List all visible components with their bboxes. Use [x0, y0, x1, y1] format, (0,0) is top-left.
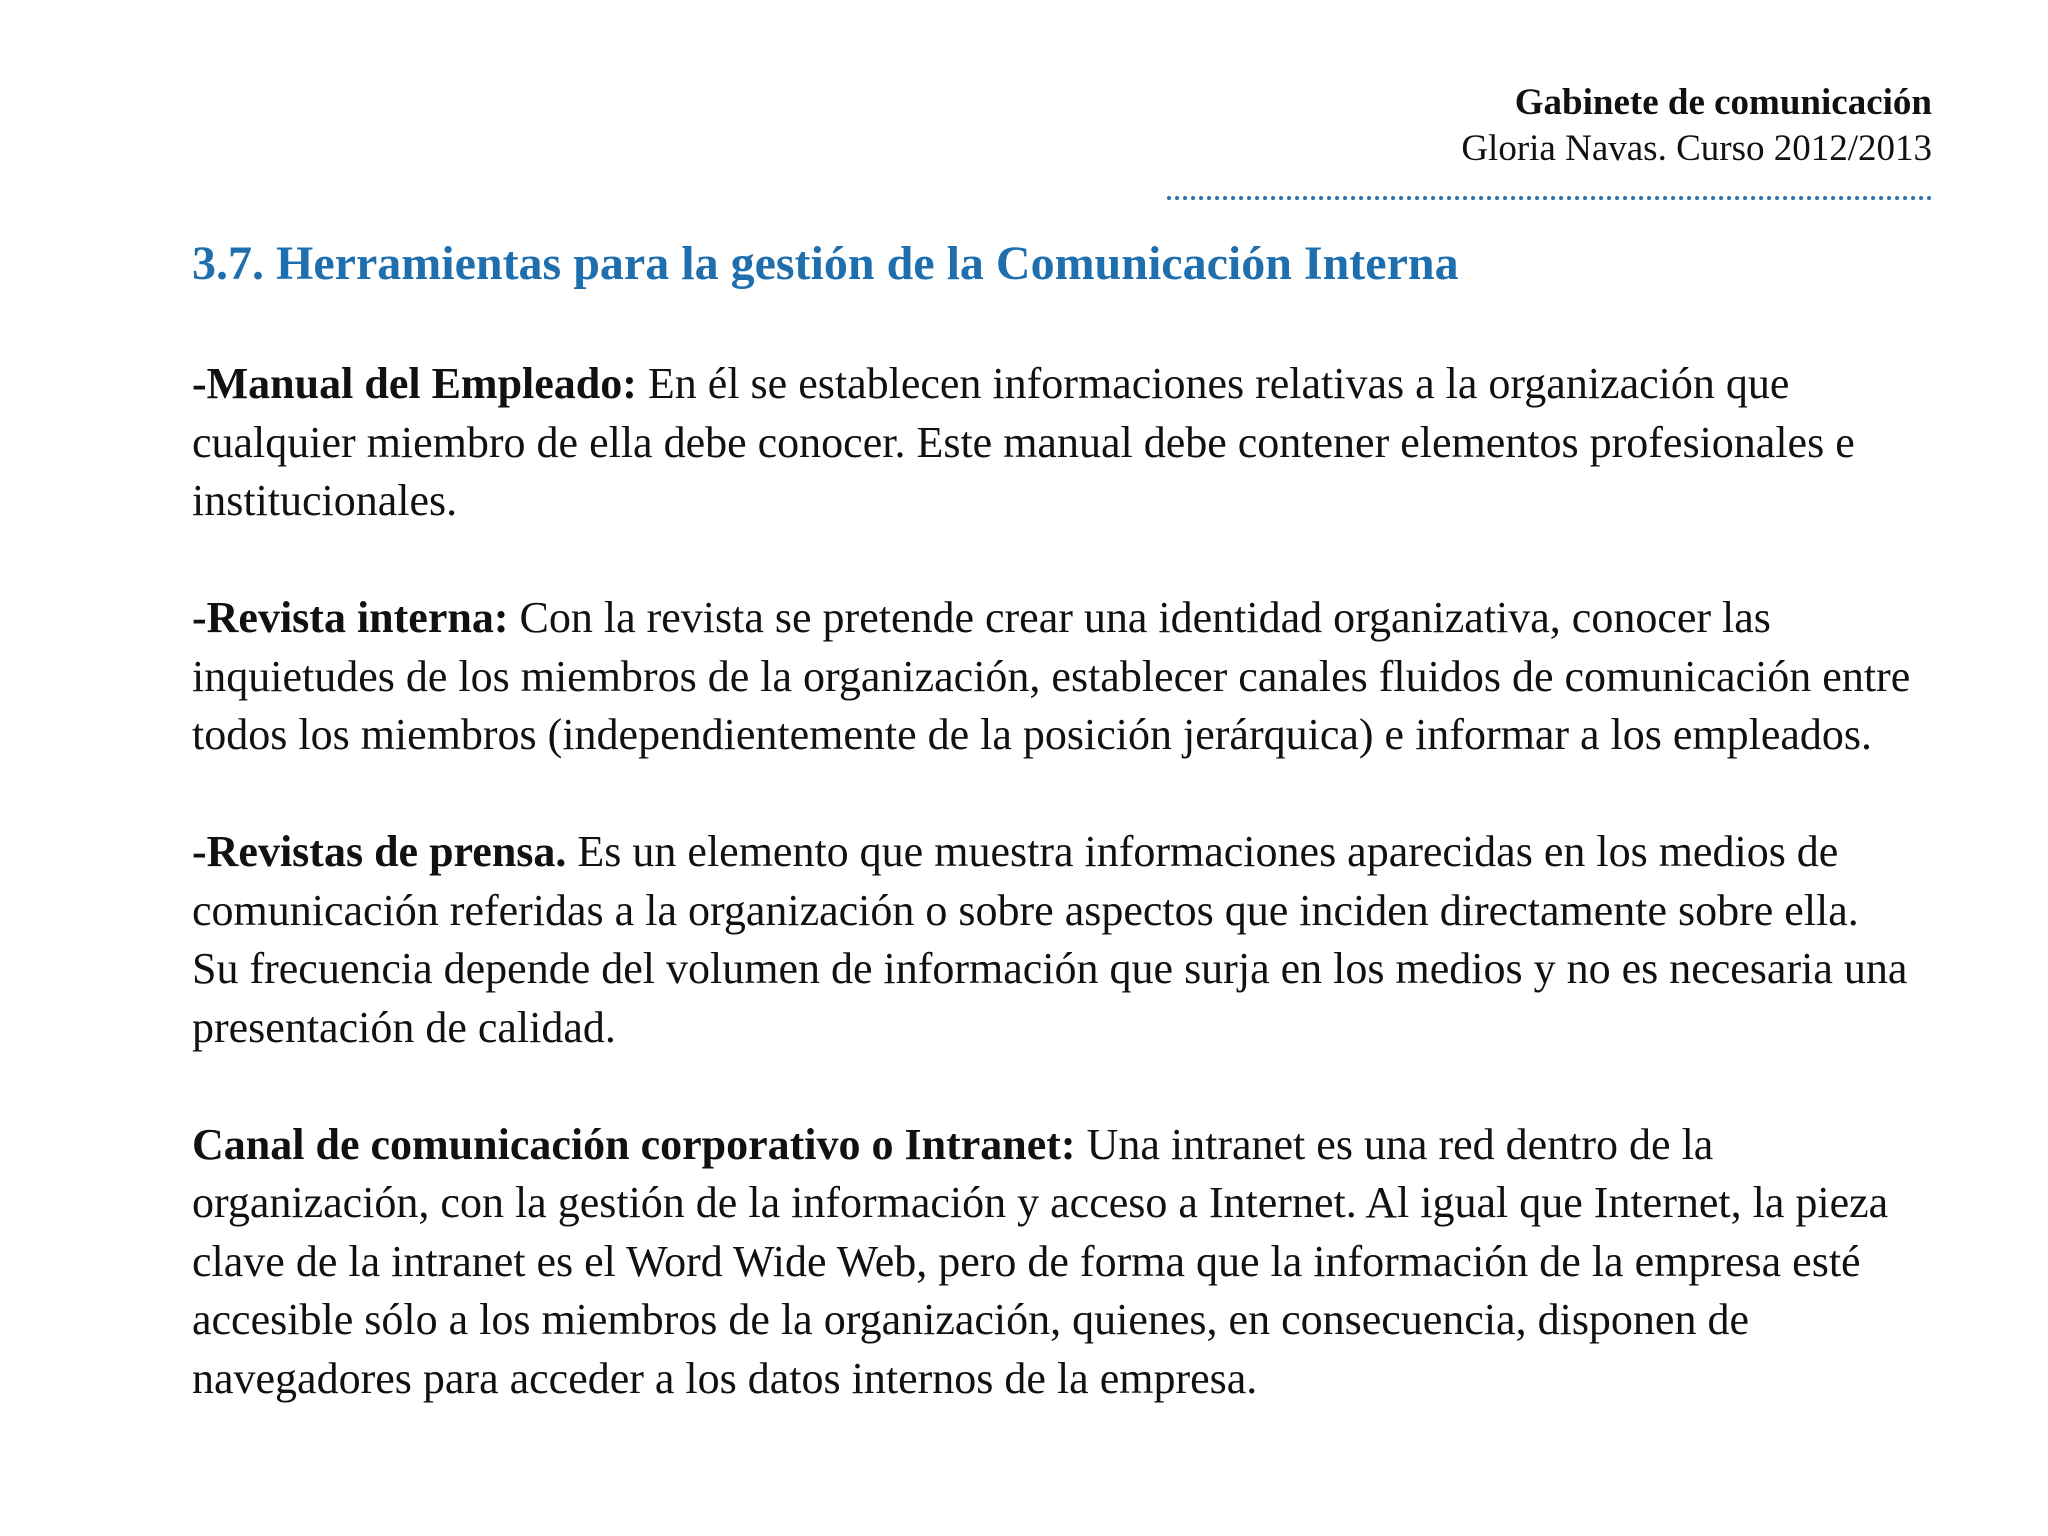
paragraph-text: Con la revista se pretende crear una identidad organizativa, conocer las inquietudes de los miembros de la organización, establecer canales fluidos de comunicación entre todos los miembros (independientemente de la posición jerárquica) e informar a los empleados.	[192, 593, 1911, 759]
section-title: 3.7. Herramientas para la gestión de la Comunicación Interna	[192, 237, 1459, 290]
paragraph-revistas-prensa	[192, 823, 1912, 1057]
document-body	[192, 355, 1912, 1408]
paragraph-term: Canal de comunicación corporativo o Intranet:	[192, 1119, 1076, 1169]
header-dotted-divider	[1167, 196, 1932, 200]
header-subtitle: Gloria Navas. Curso 2012/2013	[1461, 128, 1932, 169]
paragraph-intranet	[192, 1116, 1912, 1409]
paragraph-text: En él se establecen informaciones relativas a la organización que cualquier miembro de ella debe conocer. Este manual debe contener elementos profesionales e institucionales.	[192, 359, 1855, 525]
paragraph-term: -Manual del Empleado:	[192, 359, 637, 408]
paragraph-text: Es un elemento que muestra informaciones aparecidas en los medios de comunicación referidas a la organización o sobre aspectos que inciden directamente sobre ella. Su frecuencia depende del volumen de información que surja en los medios y no es necesaria una presentación de calidad.	[192, 827, 1908, 1052]
paragraph-term: -Revistas de prensa.	[192, 827, 567, 876]
page-header	[1032, 80, 1932, 172]
paragraph-term: -Revista interna:	[192, 593, 509, 642]
paragraph-revista-interna	[192, 589, 1912, 765]
header-title: Gabinete de comunicación	[1514, 82, 1932, 123]
paragraph-manual-empleado	[192, 355, 1912, 531]
paragraph-text: Una intranet es una red dentro de la organización, con la gestión de la información y acceso a Internet. Al igual que Internet, la pieza clave de la intranet es el Word Wide Web, pero de forma que la información de la empresa esté accesible sólo a los miembros de la organización, quienes, en consecuencia, disponen de navegadores para acceder a los datos internos de la empresa.	[192, 1119, 1889, 1403]
